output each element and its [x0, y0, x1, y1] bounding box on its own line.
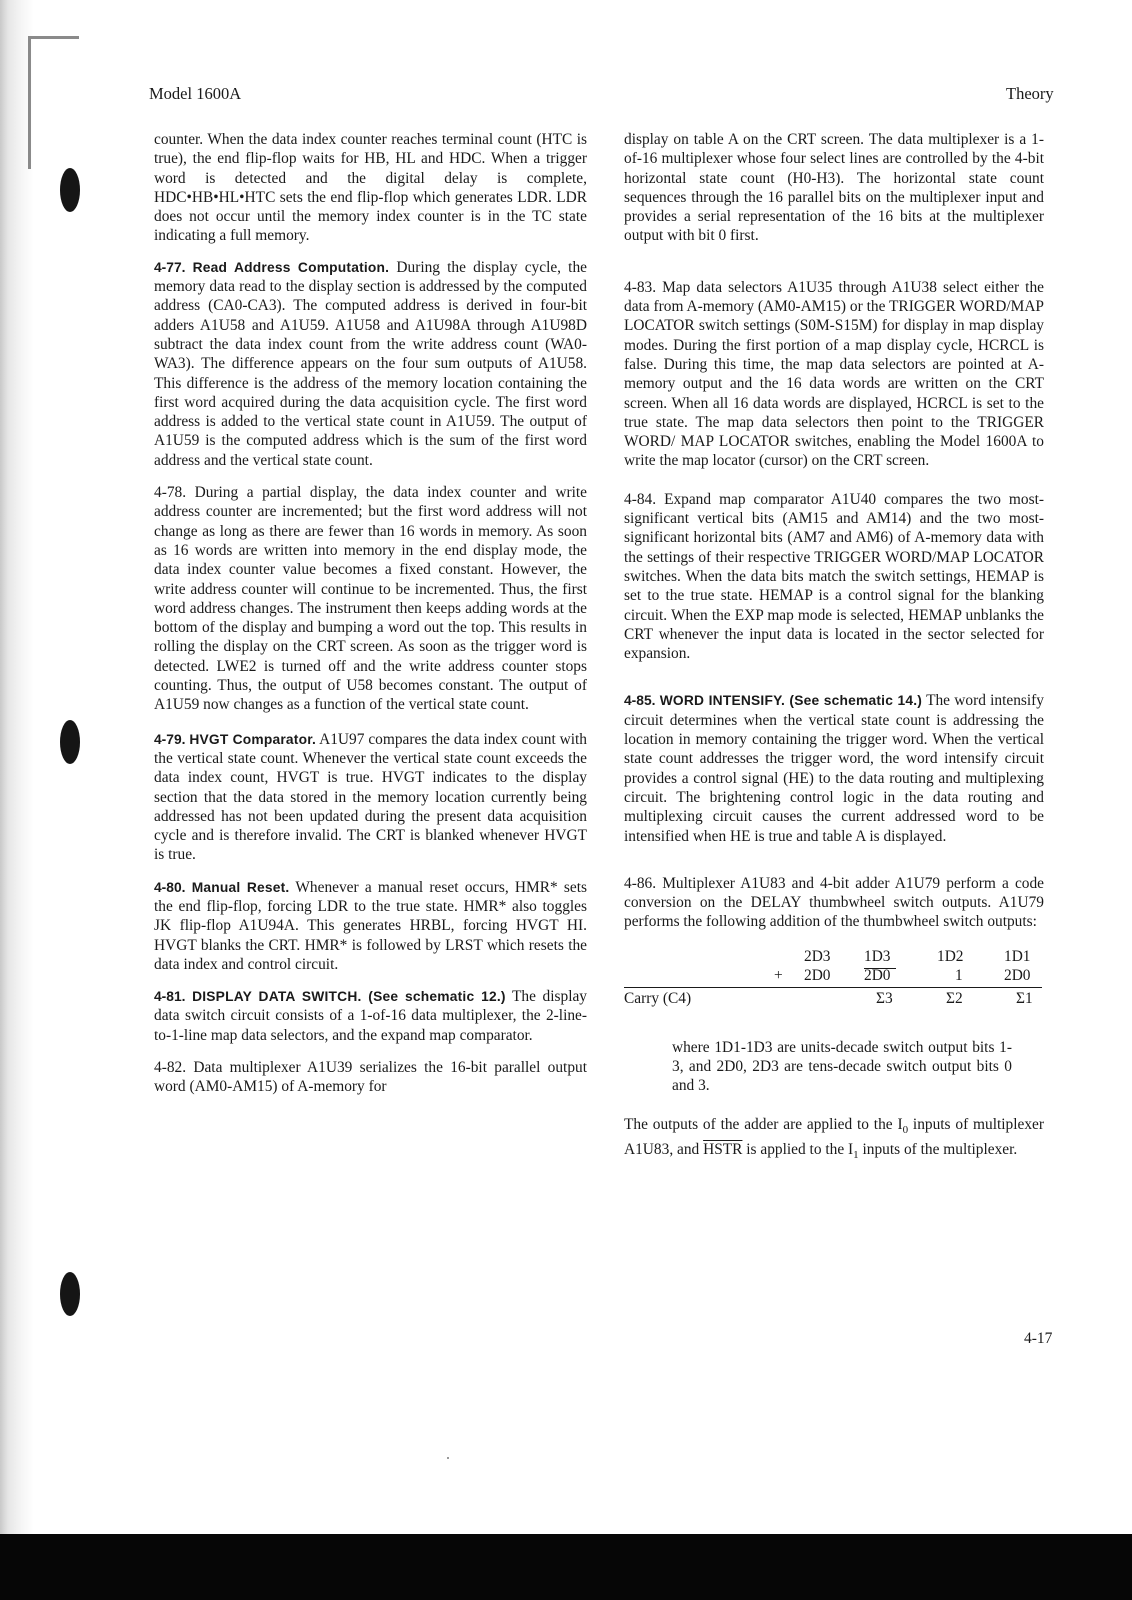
subscript-one: 1 — [853, 1149, 859, 1162]
paragraph-heading: WORD INTENSIFY. (See schematic 14.) — [659, 693, 923, 709]
paragraph-4-79 — [154, 730, 587, 865]
paragraph-4-80 — [154, 878, 587, 974]
paragraph-4-83 — [624, 278, 1044, 471]
paragraph-text: Expand map comparator A1U40 compares the two most-significant vertical bits (AM15 and AM14) and the two most-significant horizontal bits (AM7 and AM6) of A-memory data with the settings of their respective TRIGGER WORD/MAP LOCATOR switches. When the data bits match the switch settings, HEMAP is set to the true state. HEMAP is a control signal for the blanking circuit. When the EXP map mode is selected, HEMAP unblanks the CRT whenever the input data is located in the sector selected for expansion. — [624, 490, 1044, 663]
carry-label: Carry (C4) — [624, 989, 692, 1007]
page-number: 4-17 — [1024, 1330, 1053, 1347]
paragraph-adder-outputs — [624, 1115, 1044, 1166]
addend-1d3: 1D3 — [864, 947, 891, 965]
paragraph-number: 4-79. — [154, 731, 186, 747]
paragraph-continued — [154, 130, 587, 246]
right-column — [624, 130, 1044, 1165]
left-column — [154, 130, 587, 1097]
plus-sign: + — [774, 966, 783, 984]
paragraph-number: 4-80. — [154, 879, 186, 895]
paragraph-number: 4-77. — [154, 259, 186, 275]
paragraph-number: 4-82. — [154, 1059, 187, 1077]
paragraph-4-86 — [624, 874, 1044, 932]
paragraph-4-81 — [154, 987, 587, 1045]
paragraph-number: 4-83. — [624, 278, 657, 296]
subscript-zero: 0 — [902, 1123, 909, 1136]
paragraph-text: A1U97 compares the data index count with the vertical state count. Whenever the vertical state count exceeds the data index count, HVGT is true. HVGT indicates to the display section that the data stored in the memory location currently being addressed has not been updated during the present data acquisition cycle and is therefore invalid. The CRT is blanked whenever HVGT is true. — [154, 730, 587, 864]
binder-hole-2 — [60, 720, 80, 764]
paragraph-4-77 — [154, 258, 587, 470]
binder-hole-1 — [60, 168, 80, 212]
addend-1d1: 1D1 — [1004, 947, 1031, 965]
page-edge-shadow — [0, 0, 34, 1534]
paragraph-text: Multiplexer A1U83 and 4-bit adder A1U79 perform a code conversion on the DELAY thumbwheel switch outputs. A1U79 performs the following addition of the thumbwheel switch outputs: — [624, 874, 1045, 931]
paragraph-text: Data multiplexer A1U39 serializes the 16-bit parallel output word (AM0-AM15) of A-memory for — [154, 1059, 587, 1096]
text-part: The outputs of the adder are applied to the I — [624, 1115, 903, 1133]
scan-bottom-border — [0, 1534, 1132, 1600]
sum-1: Σ1 — [1016, 989, 1033, 1007]
paragraph-heading: Manual Reset. — [191, 879, 290, 895]
hstr-signal: HSTR — [703, 1140, 743, 1158]
scan-speck — [447, 1457, 449, 1459]
text-part: is applied to the I — [742, 1140, 854, 1158]
addend-2d0-a: 2D0 — [804, 966, 831, 984]
paragraph-continued-right — [624, 130, 1044, 246]
scan-binding-mark — [28, 36, 79, 169]
addend-2d3: 2D3 — [804, 947, 831, 965]
paragraph-text: The word intensify circuit determines when the vertical state count is addressing the location in memory containing the trigger word. When the vertical state count addresses the trigger word, the word intensify circuit provides a control signal (HE) to the data routing and multiplexing circuit. The brightening control logic in the data routing and multiplexing circuit causes the current addressed word to be intensified when HE is true and table A is displayed. — [624, 692, 1044, 845]
paragraph-heading: HVGT Comparator. — [189, 731, 317, 747]
addition-table — [624, 948, 1044, 1012]
paragraph-4-84 — [624, 490, 1044, 664]
running-head-model: Model 1600A — [149, 84, 242, 103]
paragraph-text: During the display cycle, the memory data read to the display section is addressed by the computed address (CA0-CA3). The computed address is derived in four-bit adders A1U58 and A1U59. A1U58 and A1U98A through A1U98D subtract the data index count from the write address count (WA0-WA3). The difference appears on the four sum outputs of A1U58. This difference is the address of the memory location containing the first word acquired during the data acquisition cycle. The first word address is added to the vertical state count in A1U59. The output of A1U59 is the computed address which is the sum of the first word address and the vertical state count. — [154, 258, 587, 469]
addend-2d0-b: 2D0 — [864, 966, 891, 984]
text-part: inputs of multiplexer A1U83, and — [624, 1115, 1044, 1158]
sum-2: Σ2 — [946, 989, 963, 1007]
switch-bits-note: where 1D1-1D3 are units-decade switch output bits 1-3, and 2D0, 2D3 are tens-decade switch output bits 0 and 3. — [672, 1038, 1012, 1095]
sum-3: Σ3 — [876, 989, 893, 1007]
paragraph-4-82 — [154, 1058, 587, 1097]
running-head-section: Theory — [1006, 84, 1054, 103]
paragraph-text: Whenever a manual reset occurs, HMR* sets the end flip-flop, forcing LDR to the true state. HMR* also toggles JK flip-flop A1U94A. This generates HRBL, forcing HVGT HI. HVGT blanks the CRT. HMR* is followed by LRST which resets the data index and control circuit. — [154, 878, 587, 973]
text-part: inputs of the multiplexer. — [858, 1140, 1018, 1158]
addend-one: 1 — [955, 966, 963, 984]
paragraph-4-78 — [154, 483, 587, 715]
paragraph-4-85 — [624, 691, 1044, 845]
paragraph-text: Map data selectors A1U35 through A1U38 select either the data from A-memory (AM0-AM15) or the TRIGGER WORD/MAP LOCATOR switch settings (S0M-S15M) for display in map display modes. During the first portion of a map display cycle, HCRCL is false. During this time, the map data selectors are pointed at A-memory output and the 16 data words are written on the CRT screen. When all 16 data words are displayed, HCRCL is set to the true state. The map data selectors then point to the TRIGGER WORD/ MAP LOCATOR switches, enabling the Model 1600A to write the map locator (cursor) on the CRT screen. — [624, 278, 1044, 470]
addend-1d2: 1D2 — [937, 947, 964, 965]
paragraph-text: The display data switch circuit consists of a 1-of-16 data multiplexer, the 2-line-to-1-line map data selectors, and the expand map comparator. — [154, 988, 588, 1044]
paragraph-number: 4-81. — [154, 989, 186, 1005]
paragraph-heading: DISPLAY DATA SWITCH. (See schematic 12.) — [192, 989, 506, 1005]
paragraph-text: During a partial display, the data index counter and write address counter are incremented; but the first word address will not change as long as there are fewer than 16 words in memory. As soon as 16 words are written into memory in the end display mode, the data index counter value becomes a fixed constant. However, the write address counter will continue to be incremented. Thus, the first word address changes. The instrument then keeps adding words at the bottom of the display and bumping a word out the top. This results in rolling the display on the CRT screen. As soon as the trigger word is detected. LWE2 is turned off and the write address counter stops counting. Thus, the output of U58 becomes constant. The output of A1U59 now changes as a function of the vertical state count. — [154, 484, 587, 714]
paragraph-heading: Read Address Computation. — [192, 259, 390, 275]
sum-rule — [624, 987, 1042, 988]
paragraph-number: 4-85. — [624, 693, 656, 709]
paragraph-text: counter. When the data index counter reaches terminal count (HTC is true), the end flip-flop waits for HB, HL and HDC. When a trigger word is detected and the digital delay is complete, HDC•HB•HL•HTC sets the end flip-flop which generates LDR. LDR does not occur until the memory index counter is in the TC state indicating a full memory. — [154, 131, 587, 245]
paragraph-text: display on table A on the CRT screen. The data multiplexer is a 1-of-16 multiplexer whose four select lines are controlled by the 4-bit horizontal state count (H0-H3). The horizontal state count sequences through the 16 parallel bits on the multiplexer input and provides a serial representation of the 16 bits at the multiplexer output with bit 0 first. — [624, 131, 1044, 245]
paragraph-number: 4-84. — [624, 490, 657, 508]
paragraph-number: 4-86. — [624, 874, 657, 892]
binder-hole-3 — [60, 1272, 80, 1316]
addend-2d0-c: 2D0 — [1004, 966, 1031, 984]
paragraph-number: 4-78. — [154, 484, 187, 502]
